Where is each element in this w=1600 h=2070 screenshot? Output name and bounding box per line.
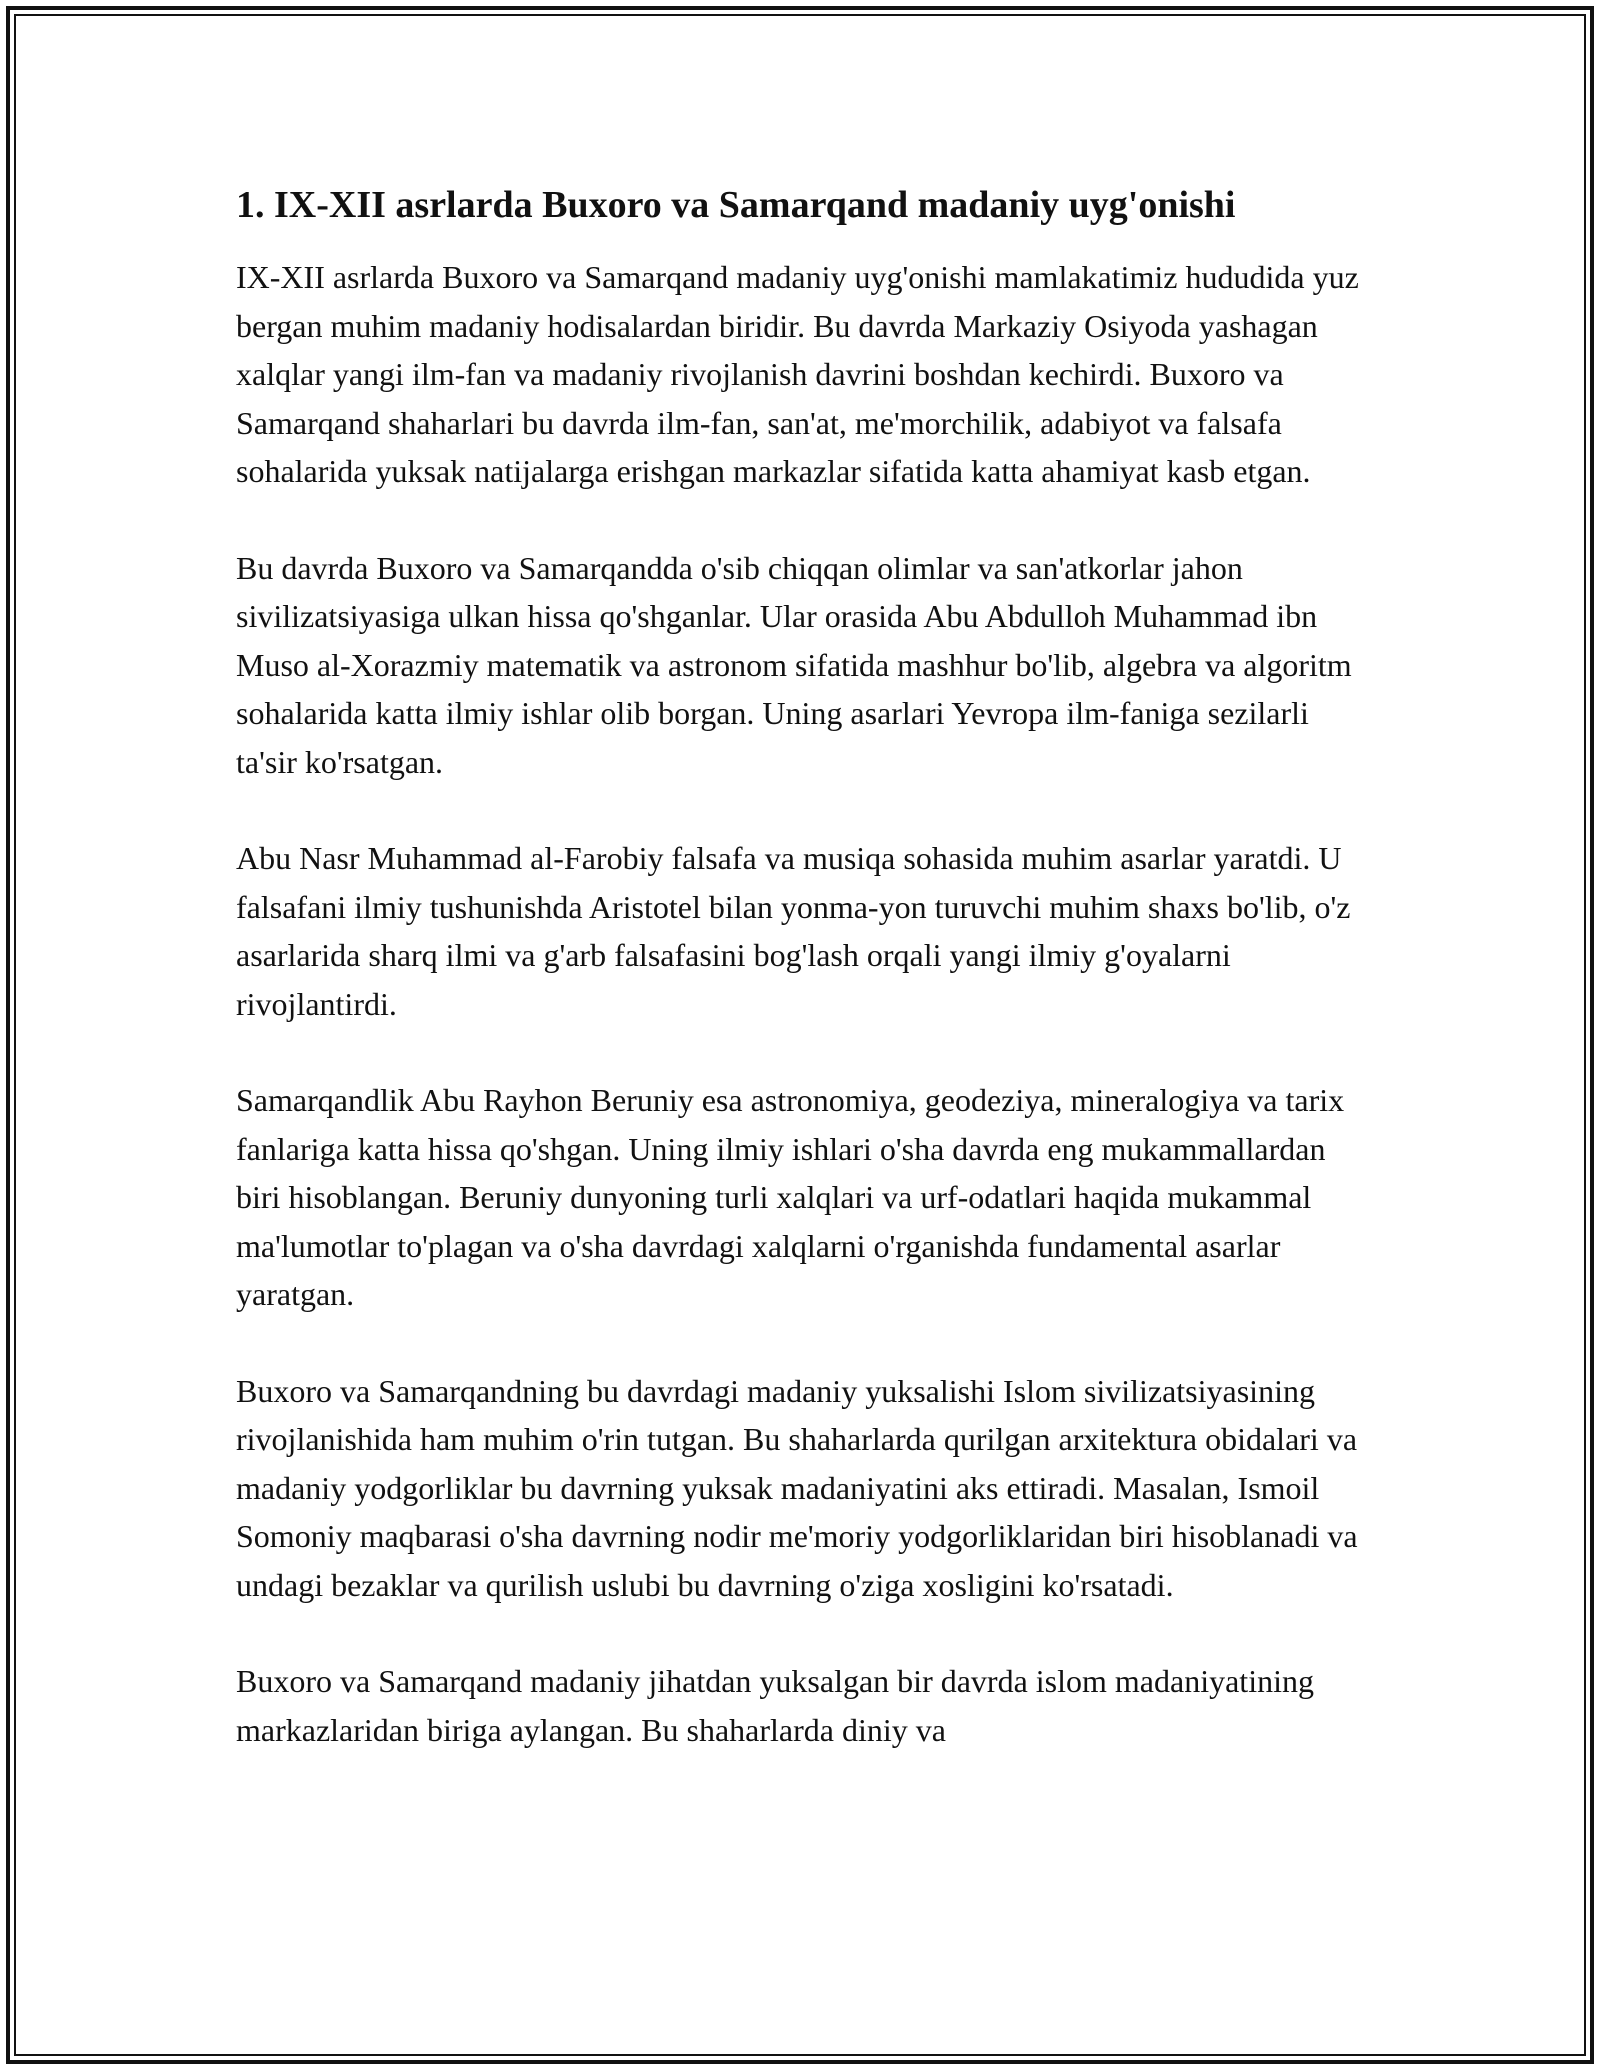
paragraph-6: Buxoro va Samarqand madaniy jihatdan yuksalgan bir davrda islom madaniyatining markazlaridan biriga aylangan. Bu shaharlarda diniy va [236,1663,1314,1748]
section-title: 1. IX-XII asrlarda Buxoro va Samarqand madaniy uyg'onishi [236,184,1236,226]
paragraph-5: Buxoro va Samarqandning bu davrdagi madaniy yuksalishi Islom sivilizatsiyasining rivojlanishida ham muhim o'rin tutgan. Bu shaharlarda qurilgan arxitektura obidalari va madaniy yodgorliklar bu davrning yuksak madaniyatini aks ettiradi. Masalan, Ismoil Somoniy maqbarasi o'sha davrning nodir me'moriy yodgorliklaridan biri hisoblanadi va undagi bezaklar va qurilish uslubi bu davrning o'ziga xosligini ko'rsatadi. [236,1372,1358,1603]
document-body [236,180,1376,1754]
paragraph-3: Abu Nasr Muhammad al-Farobiy falsafa va musiqa sohasida muhim asarlar yaratdi. U falsafani ilmiy tushunishda Aristotel bilan yonma-yon turuvchi muhim shaxs bo'lib, o'z asarlarida sharq ilmi va g'arb falsafasini bog'lash orqali yangi ilmiy g'oyalarni rivojlantirdi. [236,840,1351,1022]
paragraph-4: Samarqandlik Abu Rayhon Beruniy esa astronomiya, geodeziya, mineralogiya va tarix fanlariga katta hissa qo'shgan. Uning ilmiy ishlari o'sha davrda eng mukammallardan biri hisoblangan. Beruniy dunyoning turli xalqlari va urf-odatlari haqida mukammal ma'lumotlar to'plagan va o'sha davrdagi xalqlarni o'rganishda fundamental asarlar yaratgan. [236,1082,1345,1313]
paragraph-1: IX-XII asrlarda Buxoro va Samarqand madaniy uyg'onishi mamlakatimiz hududida yuz bergan muhim madaniy hodisalardan biridir. Bu davrda Markaziy Osiyoda yashagan xalqlar yangi ilm-fan va madaniy rivojlanish davrini boshdan kechirdi. Buxoro va Samarqand shaharlari bu davrda ilm-fan, san'at, me'morchilik, adabiyot va falsafa sohalarida yuksak natijalarga erishgan markazlar sifatida katta ahamiyat kasb etgan. [236,259,1359,490]
paragraph-2: Bu davrda Buxoro va Samarqandda o'sib chiqqan olimlar va san'atkorlar jahon sivilizatsiyasiga ulkan hissa qo'shganlar. Ular orasida Abu Abdulloh Muhammad ibn Muso al-Xorazmiy matematik va astronom sifatida mashhur bo'lib, algebra va algoritm sohalarida katta ilmiy ishlar olib borgan. Uning asarlari Yevropa ilm-faniga sezilarli ta'sir ko'rsatgan. [236,549,1352,780]
